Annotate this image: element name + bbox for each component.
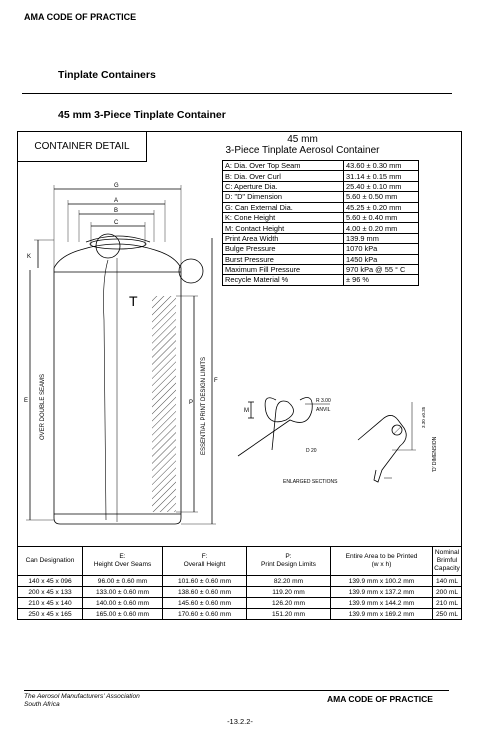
cell: 145.60 ± 0.60 mm [163,598,247,609]
cell: 126.20 mm [247,598,331,609]
document-header: AMA CODE OF PRACTICE [24,12,137,22]
cell: 119.20 mm [247,587,331,598]
dim-label-g: G [114,183,119,189]
detail-circle-right [179,259,203,283]
spec-label: Maximum Fill Pressure [223,264,344,274]
spec-label: A: Dia. Over Top Seam [223,161,344,171]
col-header: F: Overall Height [163,547,247,576]
dim-label-b: B [114,208,119,214]
size-table-header [18,547,462,576]
cell: 250 x 45 x 165 [18,609,83,620]
dim-label-a: A [114,198,119,204]
cell: 139.9 mm x 169.2 mm [331,609,433,620]
col-header: E: Height Over Seams [83,547,163,576]
cell: 101.60 ± 0.60 mm [163,576,247,587]
section-subheading: 45 mm 3-Piece Tinplate Container [58,109,226,121]
spec-label: G: Can External Dia. [223,202,344,212]
cell: 138.60 ± 0.60 mm [163,587,247,598]
footer-rule [24,690,449,691]
spec-label: D: "D" Dimension [223,192,344,202]
footer-assoc-name: The Aerosol Manufacturers' Association [24,693,140,700]
d-dimension-label: 'D' DIMENSION [432,436,438,472]
spec-value: 5.60 ± 0.40 mm [344,212,419,222]
section-heading: Tinplate Containers [58,69,156,81]
enlarged-sections-label: ENLARGED SECTIONS [283,479,338,485]
spec-label: Print Area Width [223,233,344,243]
table-row [18,609,462,620]
cell: 139.9 mm x 144.2 mm [331,598,433,609]
spec-value: 25.40 ± 0.10 mm [344,181,419,191]
t-mark: T [129,293,138,309]
col-header: Nominal Brimful Capacity [433,547,462,576]
dim-label-p: P [189,400,194,406]
d-small-label: D 20 [306,448,317,454]
spec-value: 43.60 ± 0.30 mm [344,161,419,171]
spec-value: 4.00 ± 0.20 mm [344,223,419,233]
cell: 165.00 ± 0.60 mm [83,609,163,620]
dim-label-c: C [114,220,119,226]
detail-label: CONTAINER DETAIL [34,141,130,152]
over-seams-label: OVER DOUBLE SEAMS [40,373,46,440]
size-table [17,546,462,620]
cell: 210 mL [433,598,462,609]
dim-label-f: F [214,378,218,384]
cell: 133.00 ± 0.60 mm [83,587,163,598]
page-number: -13.2.2- [227,717,253,726]
cell: 96.00 ± 0.60 mm [83,576,163,587]
anvil-label: ANVIL [316,407,331,413]
cell: 139.9 mm x 100.2 mm [331,576,433,587]
print-area-hatch [152,296,176,512]
spec-value: 970 kPa @ 55 ° C [344,264,419,274]
col-header: P: Print Design Limits [247,547,331,576]
table-row [18,576,462,587]
spec-label: Recycle Material % [223,275,344,285]
cell: 170.60 ± 0.60 mm [163,609,247,620]
spec-label: Bulge Pressure [223,244,344,254]
small-dimension-label: 3.30 ±0.35 [421,406,426,428]
spec-label: Burst Pressure [223,254,344,264]
spec-label: M: Contact Height [223,223,344,233]
cell: 140.00 ± 0.60 mm [83,598,163,609]
spec-label: K: Cone Height [223,212,344,222]
cell: 200 x 45 x 133 [18,587,83,598]
anvil-radius-label: R 3.00 [316,398,331,404]
dim-label-m: M [244,408,249,414]
spec-value: 1450 kPa [344,254,419,264]
spec-value: 139.9 mm [344,233,419,243]
dim-label-k: K [27,254,32,260]
detail-title-line1: 45 mm [287,134,318,145]
detail-title-line2: 3-Piece Tinplate Aerosol Container [225,145,380,156]
footer-country: South Africa [24,701,60,708]
cell: 140 x 45 x 096 [18,576,83,587]
cell: 140 mL [433,576,462,587]
spec-value: 31.14 ± 0.15 mm [344,171,419,181]
table-row [18,598,462,609]
col-header: Entire Area to be Printed (w x h) [331,547,433,576]
cell: 250 mL [433,609,462,620]
spec-value: 1070 kPa [344,244,419,254]
enlarged-section-curl [265,398,293,450]
cell: 210 x 45 x 140 [18,598,83,609]
spec-value: ± 96 % [344,275,419,285]
cell: 151.20 mm [247,609,331,620]
spec-label: B: Dia. Over Curl [223,171,344,181]
spec-value: 5.60 ± 0.50 mm [344,192,419,202]
footer-association [24,693,140,709]
cell: 82.20 mm [247,576,331,587]
footer-code: AMA CODE OF PRACTICE [327,694,433,704]
table-row [18,587,462,598]
can-dome [54,244,181,268]
spec-value: 45.25 ± 0.20 mm [344,202,419,212]
detail-circle-left [96,234,120,258]
cell: 200 mL [433,587,462,598]
print-limits-label: ESSENTIAL PRINT DESIGN LIMITS [201,356,207,455]
spec-label: C: Aperture Dia. [223,181,344,191]
col-header: Can Designation [18,547,83,576]
cell: 139.9 mm x 137.2 mm [331,587,433,598]
dim-label-e: E [24,398,29,404]
